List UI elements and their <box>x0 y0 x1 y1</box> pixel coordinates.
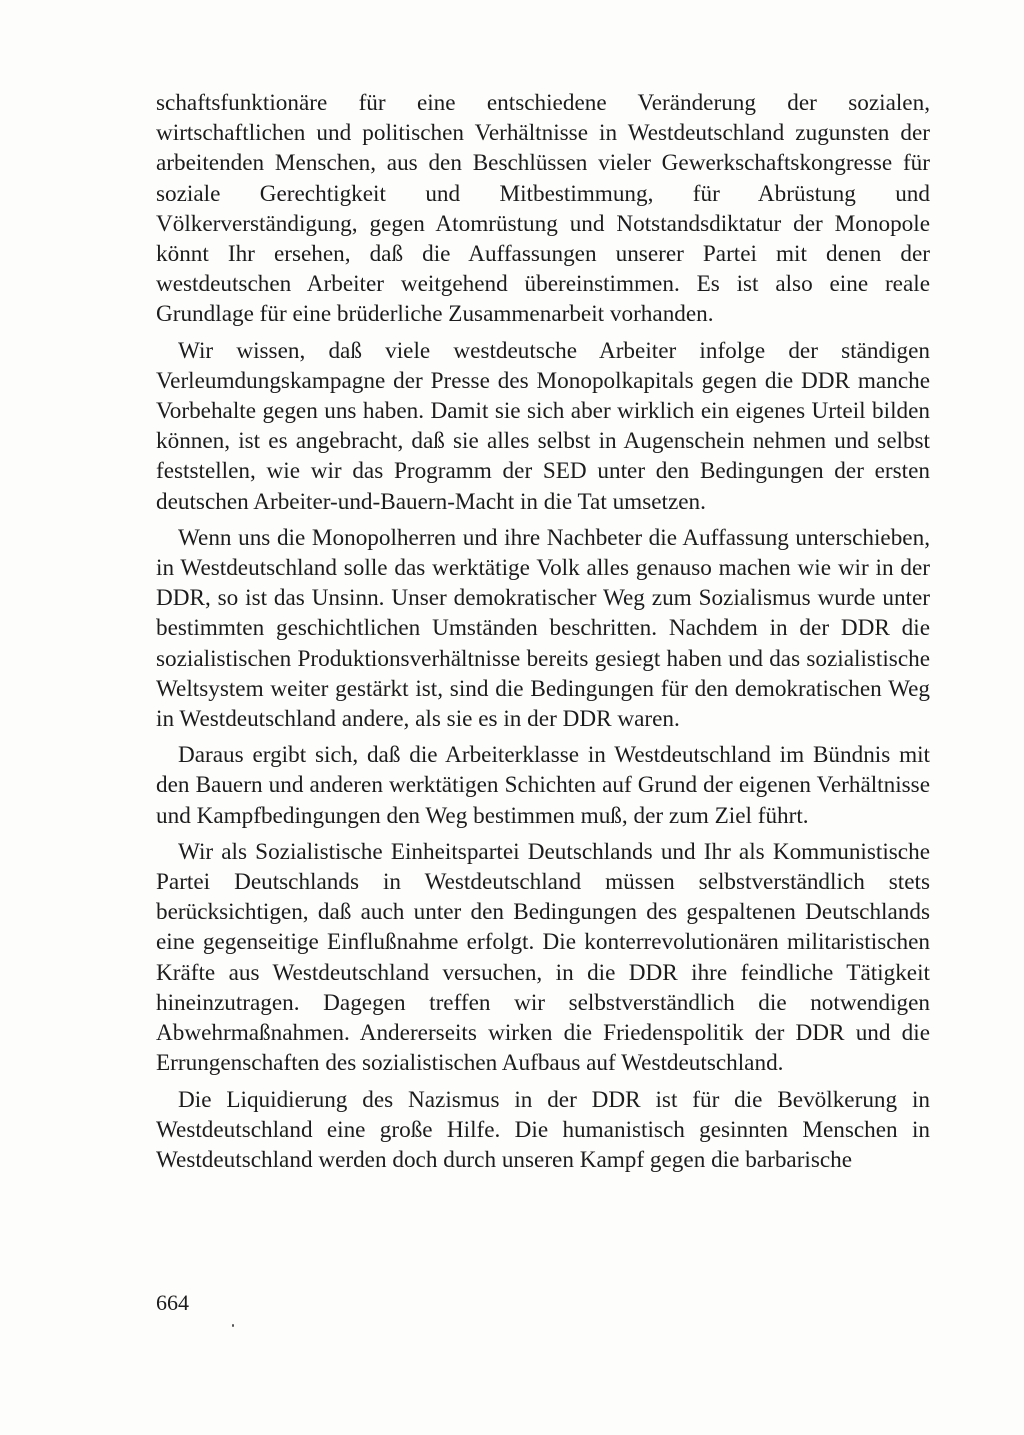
body-text <box>156 88 930 1181</box>
paragraph-6: Die Liquidierung des Nazismus in der DDR ist für die Bevölkerung in Westdeutschland eine große Hilfe. Die humanistisch gesinnten Menschen in Westdeutschland werden doch durch unseren Kampf gegen die barbarische <box>156 1086 930 1173</box>
paragraph-1: schaftsfunktionäre für eine entschiedene Veränderung der sozialen, wirtschaftlichen und politischen Verhältnisse in Westdeutschland zugunsten der arbeitenden Menschen, aus den Beschlüssen vieler Gewerkschaftskongresse für soziale Gerechtigkeit und Mitbestimmung, für Abrüstung und Völkerverständigung, gegen Atomrüstung und Notstandsdiktatur der Monopole könnt Ihr ersehen, daß die Auffassungen unserer Partei mit denen der westdeutschen Arbeiter weitgehend übereinstimmen. Es ist also eine reale Grundlage für eine brüderliche Zusammenarbeit vorhanden. <box>156 90 930 328</box>
scan-speck <box>232 1324 234 1327</box>
page-number: 664 <box>156 1290 189 1315</box>
paragraph-5: Wir als Sozialistische Einheitspartei Deutschlands und Ihr als Kommunistische Partei Deutschlands in Westdeutschland müssen selbstverständlich stets berücksichtigen, daß auch unter den Bedingungen des gespaltenen Deutschlands eine gegenseitige Einflußnahme erfolgt. Die konterrevolutionären militaristischen Kräfte aus Westdeutschland versuchen, in die DDR ihre feindliche Tätigkeit hineinzutragen. Dagegen treffen wir selbstverständlich die notwendigen Abwehrmaßnahmen. Andererseits wirken die Friedenspolitik der DDR und die Errungenschaften des sozialistischen Aufbaus auf Westdeutschland. <box>156 838 930 1077</box>
paragraph-2: Wir wissen, daß viele westdeutsche Arbeiter infolge der ständigen Verleumdungskampagne der Presse des Monopolkapitals gegen die DDR manche Vorbehalte gegen uns haben. Damit sie sich aber wirklich ein eigenes Urteil bilden können, ist es angebracht, daß sie alles selbst in Augenschein nehmen und selbst feststellen, wie wir das Programm der SED unter den Bedingungen der ersten deutschen Arbeiter-und-Bauern-Macht in die Tat umsetzen. <box>156 337 930 515</box>
paragraph-3: Wenn uns die Monopolherren und ihre Nachbeter die Auffassung unterschieben, in Westdeutschland solle das werktätige Volk alles genauso machen wie wir in der DDR, so ist das Unsinn. Unser demokratischer Weg zum Sozialismus wurde unter bestimmten geschichtlichen Umständen beschritten. Nachdem in der DDR die sozialistischen Produktionsverhältnisse bereits gesiegt haben und das sozialistische Weltsystem weiter gestärkt ist, sind die Bedingungen für den demokratischen Weg in Westdeutschland andere, als sie es in der DDR waren. <box>156 524 930 733</box>
paragraph-4: Daraus ergibt sich, daß die Arbeiterklasse in Westdeutschland im Bündnis mit den Bauern und anderen werktätigen Schichten auf Grund der eigenen Verhältnisse und Kampfbedingungen den Weg bestimmen muß, der zum Ziel führt. <box>156 742 930 829</box>
